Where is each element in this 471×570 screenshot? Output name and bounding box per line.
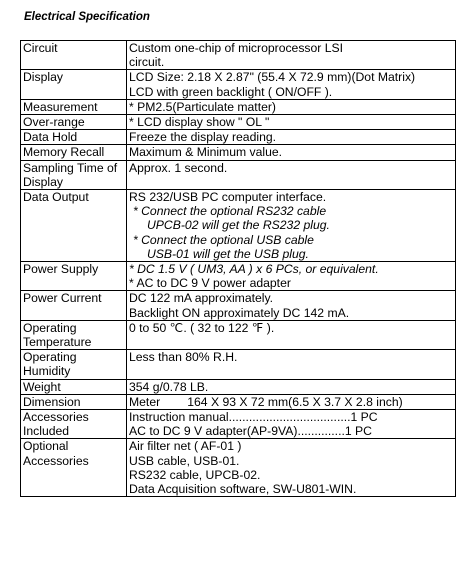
value-line: Data Acquisition software, SW-U801-WIN. [129, 482, 357, 497]
row-label: Measurement [21, 99, 127, 114]
row-value [127, 350, 456, 379]
value-line: RS 232/USB PC computer interface. [129, 190, 327, 205]
row-label: Optional Accessories [21, 439, 127, 497]
accessory-name: AC to DC 9 V adapter(AP-9VA) [129, 424, 298, 439]
row-label: Power Supply [21, 262, 127, 291]
row-value [127, 115, 456, 130]
value-line: Less than 80% R.H. [129, 350, 238, 365]
value-line: Custom one-chip of microprocessor LSI [129, 41, 344, 55]
row-label: Over-range [21, 115, 127, 130]
row-label: Display [21, 70, 127, 99]
value-line: circuit. [129, 55, 165, 70]
table-row [21, 70, 456, 99]
value-line: 354 g/0.78 LB. [129, 379, 209, 394]
row-value [127, 99, 456, 114]
row-label: Circuit [21, 41, 127, 70]
row-label: Accessories Included [21, 410, 127, 439]
row-value [127, 70, 456, 99]
value-line: * Connect the optional USB cable [133, 232, 314, 247]
row-label: Sampling Time of Display [21, 160, 127, 189]
table-row [21, 130, 456, 145]
specification-table [20, 40, 456, 497]
section-title: Electrical Specification [24, 11, 150, 23]
row-value [127, 291, 456, 320]
value-line: UPCB-02 will get the RS232 plug. [147, 218, 330, 233]
value-line: Maximum & Minimum value. [129, 145, 283, 160]
row-value [127, 130, 456, 145]
value-line: Meter 164 X 93 X 72 mm(6.5 X 3.7 X 2.8 inch) [129, 394, 403, 409]
value-line: Air filter net ( AF-01 ) [129, 439, 242, 454]
row-label: Weight [21, 379, 127, 394]
row-label: Operating Temperature [21, 320, 127, 349]
row-label: Data Hold [21, 130, 127, 145]
table-row [21, 379, 456, 394]
value-line: USB-01 will get the USB plug. [147, 246, 309, 261]
row-label: Dimension [21, 394, 127, 409]
row-value [127, 320, 456, 349]
accessory-line [129, 410, 453, 424]
row-label: Operating Humidity [21, 350, 127, 379]
value-line: RS232 cable, UPCB-02. [129, 467, 261, 482]
value-line: LCD with green backlight ( ON/OFF ). [129, 84, 333, 99]
accessory-qty: 1 PC [344, 424, 372, 439]
table-row [21, 320, 456, 349]
row-value [127, 410, 456, 439]
table-row [21, 115, 456, 130]
table-row [21, 99, 456, 114]
row-value [127, 41, 456, 70]
table-row [21, 41, 456, 70]
row-label: Memory Recall [21, 145, 127, 160]
value-line: Approx. 1 second. [129, 160, 228, 175]
table-row [21, 262, 456, 291]
value-line: Backlight ON approximately DC 142 mA. [129, 305, 350, 320]
value-line: Freeze the display reading. [129, 130, 277, 145]
value-line: DC 122 mA approximately. [129, 291, 274, 306]
value-line: USB cable, USB-01. [129, 453, 240, 468]
value-line: * LCD display show " OL " [129, 115, 270, 130]
value-line: * AC to DC 9 V power adapter [129, 276, 291, 291]
row-value [127, 262, 456, 291]
row-value [127, 145, 456, 160]
table-row [21, 439, 456, 497]
row-value [127, 439, 456, 497]
table-row [21, 145, 456, 160]
table-row [21, 394, 456, 409]
value-line: 0 to 50 ℃. ( 32 to 122 ℉ ). [129, 320, 275, 335]
leader-dots: .................................... [228, 410, 351, 425]
accessory-line [129, 424, 453, 438]
table-row [21, 291, 456, 320]
row-value [127, 190, 456, 262]
accessory-name: Instruction manual [129, 410, 229, 425]
row-value [127, 394, 456, 409]
value-line: * Connect the optional RS232 cable [133, 204, 327, 219]
leader-dots: .............. [297, 424, 345, 439]
row-label: Power Current [21, 291, 127, 320]
row-label: Data Output [21, 190, 127, 262]
table-row [21, 350, 456, 379]
value-line: * DC 1.5 V ( UM3, AA ) x 6 PCs, or equivalent. [129, 262, 379, 277]
row-value [127, 160, 456, 189]
row-value [127, 379, 456, 394]
table-row [21, 190, 456, 262]
table-row [21, 410, 456, 439]
value-line: LCD Size: 2.18 X 2.87" (55.4 X 72.9 mm)(Dot Matrix) [129, 70, 416, 85]
table-row [21, 160, 456, 189]
accessory-qty: 1 PC [350, 410, 378, 425]
value-line: * PM2.5(Particulate matter) [129, 99, 276, 114]
